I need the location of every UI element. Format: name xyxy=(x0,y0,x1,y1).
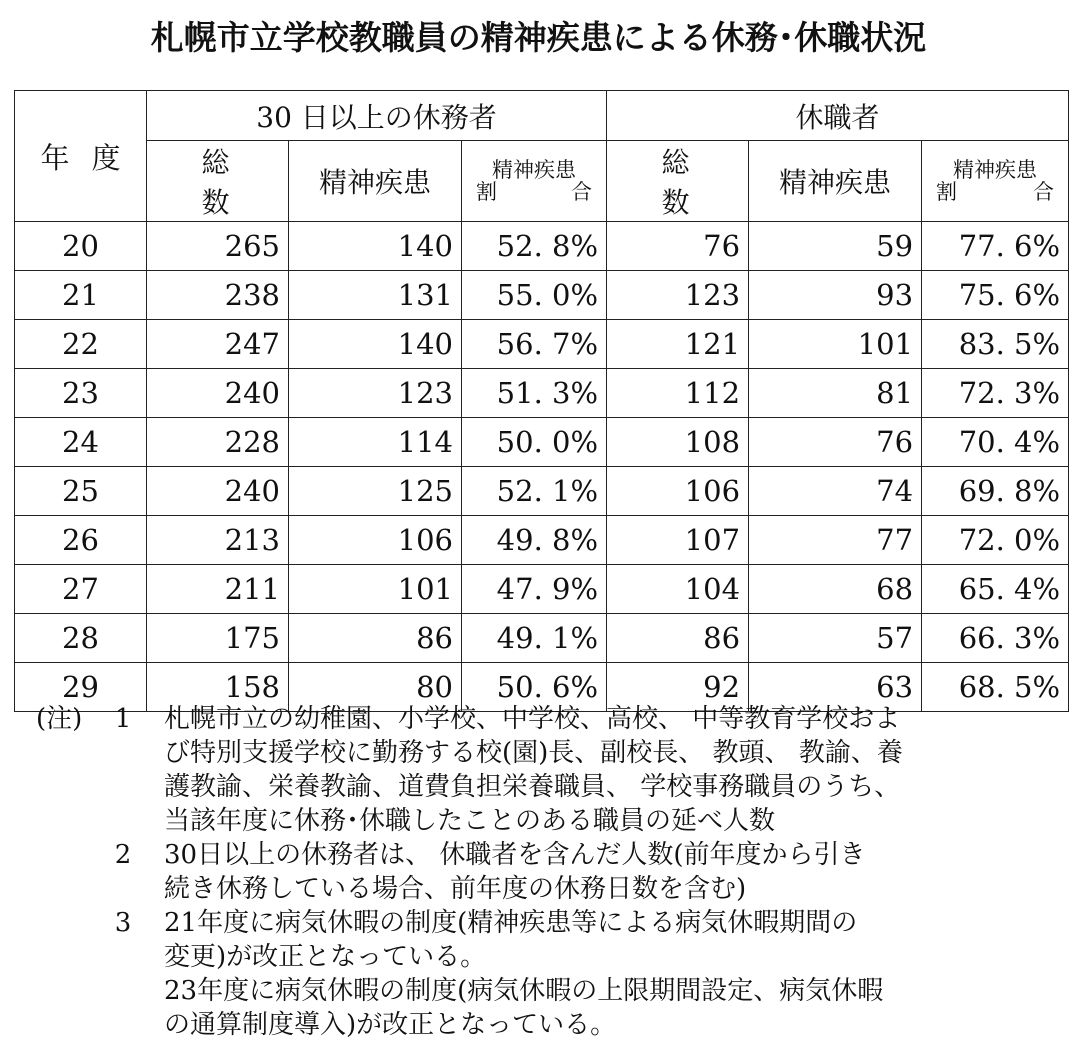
absent-ratio-cell: 52. 8% xyxy=(462,222,607,271)
year-header: 年度 xyxy=(15,91,147,222)
note-text-line: 23年度に病気休暇の制度(病気休暇の上限期間設定、病気休暇 xyxy=(164,976,884,1006)
year-cell: 28 xyxy=(15,614,147,663)
ratio-header-line2: 割合 xyxy=(476,180,593,204)
table-row xyxy=(15,320,1069,369)
note-text-line: 30日以上の休務者は、 休職者を含んだ人数(前年度から引き xyxy=(164,840,866,870)
note-label xyxy=(36,702,161,736)
leave-ratio-cell: 77. 6% xyxy=(922,222,1069,271)
absent-ratio-cell: 51. 3% xyxy=(462,369,607,418)
year-cell: 20 xyxy=(15,222,147,271)
absent-mental-cell: 123 xyxy=(289,369,462,418)
table-row xyxy=(15,222,1069,271)
absent-total-cell: 175 xyxy=(147,614,289,663)
absent-total-cell: 240 xyxy=(147,467,289,516)
leave-mental-cell: 101 xyxy=(749,320,922,369)
ratio-header-line1: 精神疾患 xyxy=(953,158,1038,182)
year-cell: 29 xyxy=(15,663,147,712)
absent-mental-cell: 80 xyxy=(289,663,462,712)
leave-ratio-header xyxy=(922,141,1069,222)
note-label xyxy=(36,838,233,872)
absent-mental-cell: 140 xyxy=(289,320,462,369)
table-row xyxy=(15,369,1069,418)
absent-total-cell: 240 xyxy=(147,369,289,418)
leave-total-cell: 108 xyxy=(607,418,749,467)
absent-total-cell: 228 xyxy=(147,418,289,467)
table-row xyxy=(15,467,1069,516)
leave-total-cell: 106 xyxy=(607,467,749,516)
ratio-header-line1: 精神疾患 xyxy=(492,158,577,182)
header-row-columns xyxy=(15,141,1069,222)
note-text-line: 続き休務している場合、前年度の休務日数を含む) xyxy=(164,874,747,904)
note-text-line: 21年度に病気休暇の制度(精神疾患等による病気休暇期間の xyxy=(164,908,858,938)
absent-ratio-cell: 50. 6% xyxy=(462,663,607,712)
absent-total-cell: 247 xyxy=(147,320,289,369)
year-cell: 22 xyxy=(15,320,147,369)
table-body xyxy=(15,222,1069,712)
table-row xyxy=(15,565,1069,614)
leave-ratio-cell: 75. 6% xyxy=(922,271,1069,320)
leave-mental-cell: 63 xyxy=(749,663,922,712)
note-number: 2 xyxy=(114,840,132,870)
absent-mental-cell: 125 xyxy=(289,467,462,516)
leave-ratio-cell: 69. 8% xyxy=(922,467,1069,516)
year-cell: 24 xyxy=(15,418,147,467)
note-item xyxy=(36,838,1066,906)
leave-ratio-cell: 72. 0% xyxy=(922,516,1069,565)
note-text-line: 札幌市立の幼稚園、小学校、中学校、高校、 中等教育学校およ xyxy=(164,704,901,734)
table-row xyxy=(15,516,1069,565)
leave-statistics-table xyxy=(14,90,1069,712)
leave-total-cell: 104 xyxy=(607,565,749,614)
note-item xyxy=(36,906,1066,1042)
note-number: 1 xyxy=(114,704,132,734)
absent-total-cell: 238 xyxy=(147,271,289,320)
leave-mental-cell: 74 xyxy=(749,467,922,516)
note-text-line: 変更)が改正となっている。 xyxy=(164,942,487,972)
page-title: 札幌市立学校教職員の精神疾患による休務･休職状況 xyxy=(150,18,927,57)
table-row xyxy=(15,418,1069,467)
table-row xyxy=(15,271,1069,320)
absent-ratio-cell: 52. 1% xyxy=(462,467,607,516)
leave-ratio-cell: 66. 3% xyxy=(922,614,1069,663)
absent-group-header: 30 日以上の休務者 xyxy=(147,91,607,141)
leave-ratio-cell: 65. 4% xyxy=(922,565,1069,614)
ratio-header-line2: 割合 xyxy=(936,180,1055,204)
absent-total-cell: 265 xyxy=(147,222,289,271)
leave-total-cell: 76 xyxy=(607,222,749,271)
leave-ratio-cell: 72. 3% xyxy=(922,369,1069,418)
note-text-line: 当該年度に休務･休職したことのある職員の延べ人数 xyxy=(164,806,776,836)
absent-total-cell: 213 xyxy=(147,516,289,565)
absent-ratio-cell: 49. 8% xyxy=(462,516,607,565)
note-label xyxy=(36,906,233,940)
note-text-line: び特別支援学校に勤務する校(園)長、副校長、 教頭、 教諭、養 xyxy=(164,738,903,768)
absent-total-header: 総数 xyxy=(147,141,289,222)
absent-ratio-cell: 47. 9% xyxy=(462,565,607,614)
absent-ratio-cell: 49. 1% xyxy=(462,614,607,663)
leave-ratio-cell: 68. 5% xyxy=(922,663,1069,712)
note-text-line: 護教諭、栄養教諭、道費負担栄養職員、 学校事務職員のうち、 xyxy=(164,772,901,802)
note-number: 3 xyxy=(114,908,132,938)
leave-total-header: 総数 xyxy=(607,141,749,222)
note-item xyxy=(36,702,1066,838)
leave-total-cell: 86 xyxy=(607,614,749,663)
year-cell: 21 xyxy=(15,271,147,320)
absent-ratio-cell: 55. 0% xyxy=(462,271,607,320)
table-row xyxy=(15,614,1069,663)
leave-total-cell: 112 xyxy=(607,369,749,418)
leave-mental-cell: 59 xyxy=(749,222,922,271)
absent-mental-cell: 101 xyxy=(289,565,462,614)
absent-total-cell: 211 xyxy=(147,565,289,614)
year-cell: 23 xyxy=(15,369,147,418)
year-cell: 27 xyxy=(15,565,147,614)
leave-mental-cell: 57 xyxy=(749,614,922,663)
leave-mental-cell: 77 xyxy=(749,516,922,565)
leave-total-cell: 121 xyxy=(607,320,749,369)
absent-ratio-cell: 50. 0% xyxy=(462,418,607,467)
leave-group-header: 休職者 xyxy=(607,91,1069,141)
year-cell: 25 xyxy=(15,467,147,516)
leave-mental-header: 精神疾患 xyxy=(749,141,922,222)
leave-mental-cell: 76 xyxy=(749,418,922,467)
leave-total-cell: 92 xyxy=(607,663,749,712)
leave-ratio-cell: 83. 5% xyxy=(922,320,1069,369)
header-row-groups xyxy=(15,91,1069,141)
absent-ratio-header xyxy=(462,141,607,222)
absent-mental-cell: 140 xyxy=(289,222,462,271)
notes-section xyxy=(36,702,1066,1042)
year-cell: 26 xyxy=(15,516,147,565)
absent-mental-cell: 86 xyxy=(289,614,462,663)
absent-mental-cell: 106 xyxy=(289,516,462,565)
leave-ratio-cell: 70. 4% xyxy=(922,418,1069,467)
absent-mental-header: 精神疾患 xyxy=(289,141,462,222)
leave-mental-cell: 93 xyxy=(749,271,922,320)
absent-mental-cell: 131 xyxy=(289,271,462,320)
leave-total-cell: 123 xyxy=(607,271,749,320)
absent-mental-cell: 114 xyxy=(289,418,462,467)
note-prefix: (注) xyxy=(36,704,83,734)
absent-total-cell: 158 xyxy=(147,663,289,712)
leave-mental-cell: 68 xyxy=(749,565,922,614)
absent-ratio-cell: 56. 7% xyxy=(462,320,607,369)
leave-total-cell: 107 xyxy=(607,516,749,565)
note-text-line: の通算制度導入)が改正となっている。 xyxy=(164,1010,617,1040)
leave-mental-cell: 81 xyxy=(749,369,922,418)
